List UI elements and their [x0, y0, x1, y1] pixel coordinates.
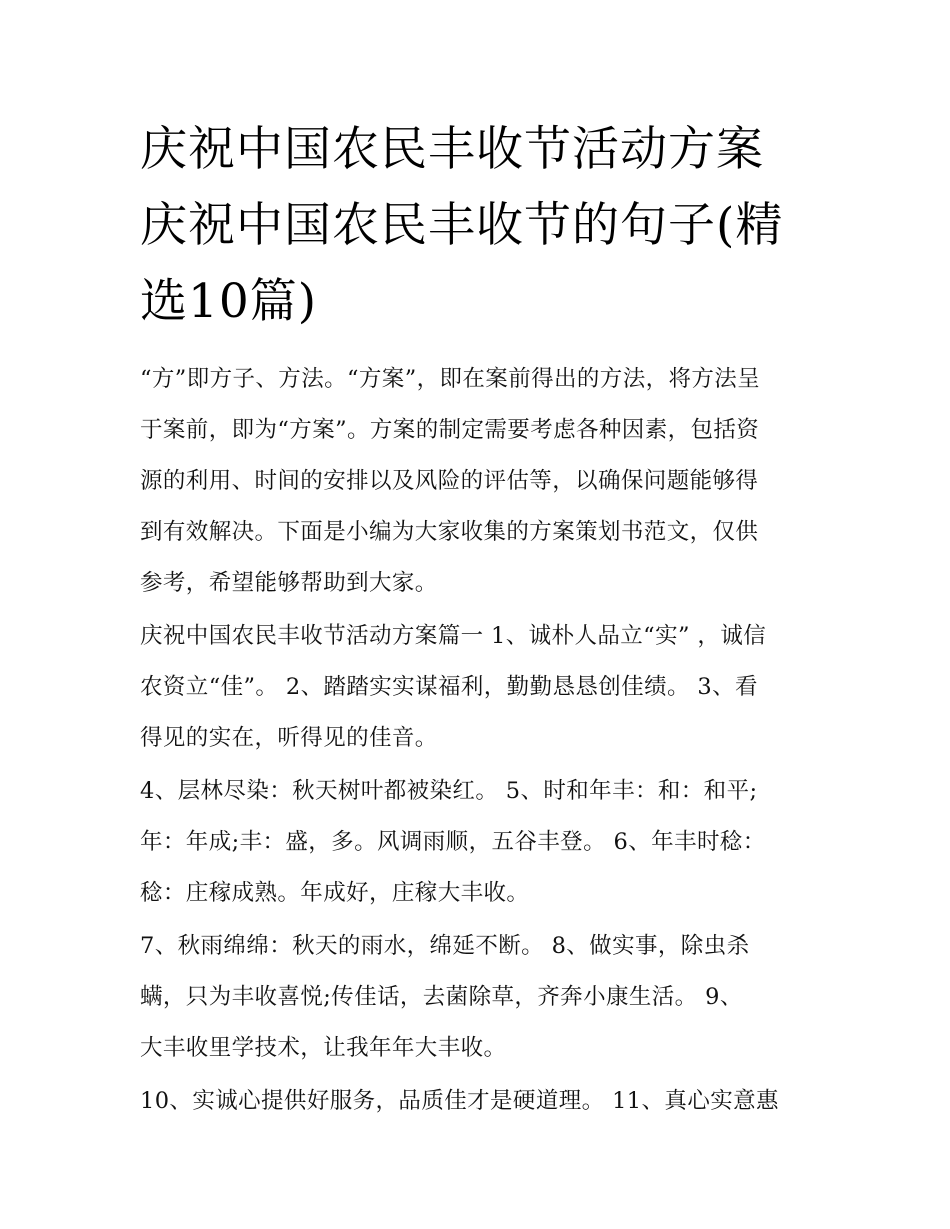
section-paragraph	[140, 611, 815, 764]
text-line: 源的利用、时间的安排以及风险的评估等，以确保问题能够得	[140, 468, 759, 494]
document-page	[140, 112, 815, 1129]
text-line: 年：年成;丰：盛，多。风调雨顺，五谷丰登。 6、年丰时稔：	[140, 829, 766, 855]
text-line: 7、秋雨绵绵：秋天的雨水，绵延不断。 8、做实事，除虫杀	[140, 933, 750, 959]
text-line: 螨，只为丰收喜悦;传佳话，去菌除草，齐奔小康生活。 9、	[140, 984, 743, 1010]
intro-paragraph	[140, 354, 815, 609]
text-line: 到有效解决。下面是小编为大家收集的方案策划书范文，仅供	[140, 519, 759, 545]
text-line: 参考，希望能够帮助到大家。	[140, 570, 438, 596]
text-line: 农资立“佳”。 2、踏踏实实谋福利，勤勤恳恳创佳绩。 3、看	[140, 674, 758, 700]
text-line: 大丰收里学技术，让我年年大丰收。	[140, 1035, 507, 1061]
document-body	[140, 354, 815, 1127]
text-line: 庆祝中国农民丰收节活动方案篇一 1、诚朴人品立“实” ，诚信	[140, 623, 767, 649]
text-line: 4、层林尽染：秋天树叶都被染红。 5、时和年丰：和：和平;	[140, 778, 758, 804]
list-paragraph	[140, 1076, 815, 1127]
text-line: “方”即方子、方法。“方案”，即在案前得出的方法，将方法呈	[140, 366, 761, 392]
document-title	[140, 112, 815, 340]
title-line: 庆祝中国农民丰收节的句子(精	[140, 198, 784, 253]
title-line: 选10篇)	[140, 274, 318, 329]
text-line: 得见的实在，听得见的佳音。	[140, 725, 438, 751]
list-paragraph	[140, 766, 815, 919]
list-paragraph	[140, 921, 815, 1074]
title-line: 庆祝中国农民丰收节活动方案	[140, 122, 764, 177]
text-line: 稔：庄稼成熟。年成好，庄稼大丰收。	[140, 880, 530, 906]
text-line: 于案前，即为“方案”。方案的制定需要考虑各种因素，包括资	[140, 417, 760, 443]
text-line: 10、实诚心提供好服务，品质佳才是硬道理。 11、真心实意惠	[140, 1088, 779, 1114]
